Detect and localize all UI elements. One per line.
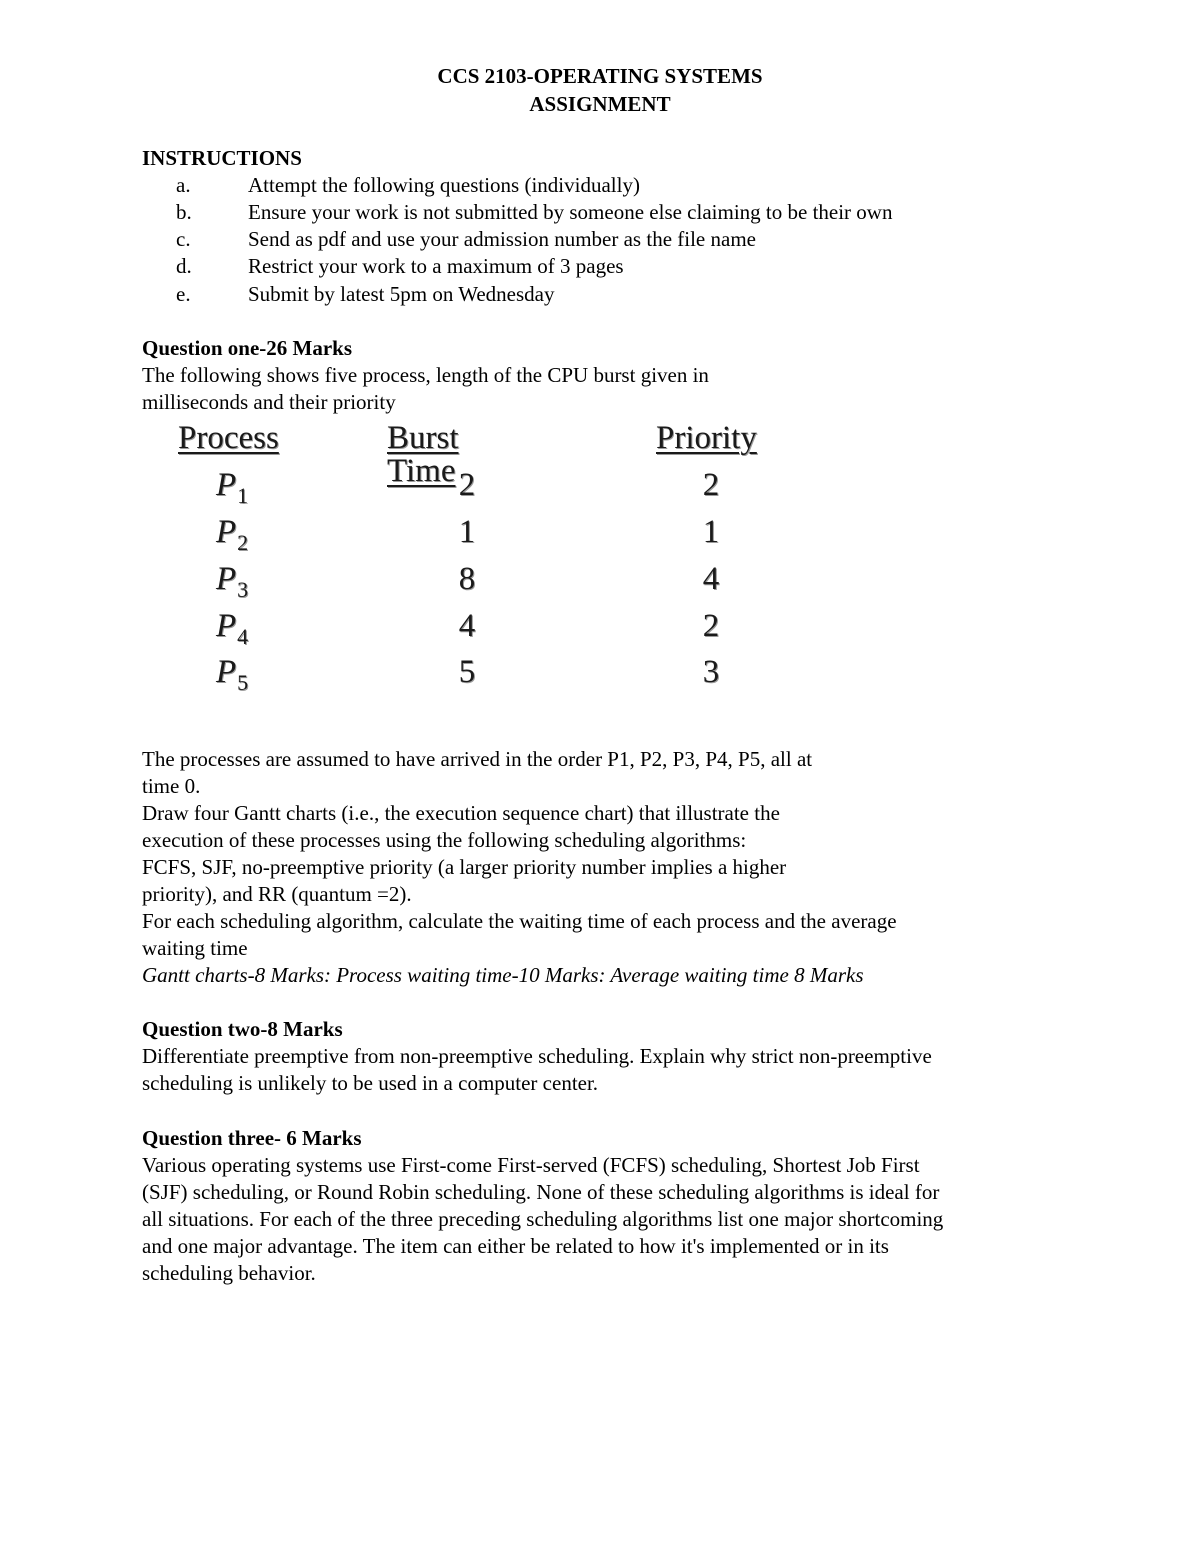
- table-cell-process: [216, 514, 249, 555]
- table-cell-burst: 8: [458, 561, 476, 597]
- question-one-heading: Question one-26 Marks: [142, 336, 352, 360]
- instructions-heading: INSTRUCTIONS: [142, 146, 302, 170]
- item-label: c.: [176, 227, 191, 251]
- table-cell-process: [216, 608, 249, 649]
- question-three-text: Various operating systems use First-come First-served (FCFS) scheduling, Shortest Job First: [142, 1153, 920, 1177]
- process-subscript: 4: [237, 624, 249, 649]
- item-label: a.: [176, 173, 191, 197]
- table-cell-burst: 5: [458, 654, 476, 690]
- process-subscript: 3: [237, 577, 249, 602]
- table-cell-priority: 2: [702, 608, 720, 644]
- process-letter: P: [216, 514, 237, 550]
- table-cell-priority: 2: [702, 467, 720, 503]
- question-two-text: scheduling is unlikely to be used in a computer center.: [142, 1071, 599, 1095]
- process-subscript: 2: [237, 530, 249, 555]
- table-cell-priority: 1: [702, 514, 720, 550]
- table-cell-burst: 1: [458, 514, 476, 550]
- process-letter: P: [216, 467, 237, 503]
- question-two-text: Differentiate preemptive from non-preemptive scheduling. Explain why strict non-preemptive: [142, 1044, 932, 1068]
- process-subscript: 5: [237, 670, 249, 695]
- table-cell-process: [216, 561, 249, 602]
- question-three-text: and one major advantage. The item can either be related to how it's implemented or in its: [142, 1234, 889, 1258]
- course-title: CCS 2103-OPERATING SYSTEMS: [437, 64, 763, 88]
- question-three-text: (SJF) scheduling, or Round Robin scheduling. None of these scheduling algorithms is ideal for: [142, 1180, 940, 1204]
- table-header-priority: Priority: [656, 420, 757, 456]
- item-text: Send as pdf and use your admission number as the file name: [248, 227, 756, 251]
- table-cell-burst: 2: [458, 467, 476, 503]
- process-letter: P: [216, 608, 237, 644]
- item-label: d.: [176, 254, 192, 278]
- question-one-text: execution of these processes using the following scheduling algorithms:: [142, 828, 747, 852]
- document-type-heading: ASSIGNMENT: [529, 92, 671, 116]
- question-one-text: FCFS, SJF, no-preemptive priority (a larger priority number implies a higher: [142, 855, 787, 879]
- question-one-text: The processes are assumed to have arrived in the order P1, P2, P3, P4, P5, all at: [142, 747, 813, 771]
- question-one-text: waiting time: [142, 936, 248, 960]
- question-one-text: time 0.: [142, 774, 201, 798]
- table-header-process: Process: [178, 420, 279, 456]
- table-cell-priority: 3: [702, 654, 720, 690]
- question-one-intro: The following shows five process, length of the CPU burst given in: [142, 363, 709, 387]
- item-text: Ensure your work is not submitted by someone else claiming to be their own: [248, 200, 893, 224]
- item-text: Restrict your work to a maximum of 3 pages: [248, 254, 624, 278]
- table-cell-process: [216, 467, 249, 508]
- table-header-burst-time: Burst Time: [387, 420, 459, 489]
- question-one-intro: milliseconds and their priority: [142, 390, 396, 414]
- table-cell-priority: 4: [702, 561, 720, 597]
- table-cell-process: [216, 654, 249, 695]
- question-three-heading: Question three- 6 Marks: [142, 1126, 362, 1150]
- question-one-text: Draw four Gantt charts (i.e., the execution sequence chart) that illustrate the: [142, 801, 780, 825]
- question-three-text: scheduling behavior.: [142, 1261, 316, 1285]
- item-text: Submit by latest 5pm on Wednesday: [248, 282, 555, 306]
- question-three-text: all situations. For each of the three preceding scheduling algorithms list one major shortcoming: [142, 1207, 944, 1231]
- item-text: Attempt the following questions (individually): [248, 173, 640, 197]
- question-one-text: For each scheduling algorithm, calculate the waiting time of each process and the average: [142, 909, 897, 933]
- item-label: b.: [176, 200, 192, 224]
- question-one-marks: Gantt charts-8 Marks: Process waiting time-10 Marks: Average waiting time 8 Marks: [142, 963, 864, 987]
- question-one-text: priority), and RR (quantum =2).: [142, 882, 412, 906]
- question-two-heading: Question two-8 Marks: [142, 1017, 343, 1041]
- table-cell-burst: 4: [458, 608, 476, 644]
- process-subscript: 1: [237, 483, 249, 508]
- process-letter: P: [216, 561, 237, 597]
- item-label: e.: [176, 282, 191, 306]
- process-letter: P: [216, 654, 237, 690]
